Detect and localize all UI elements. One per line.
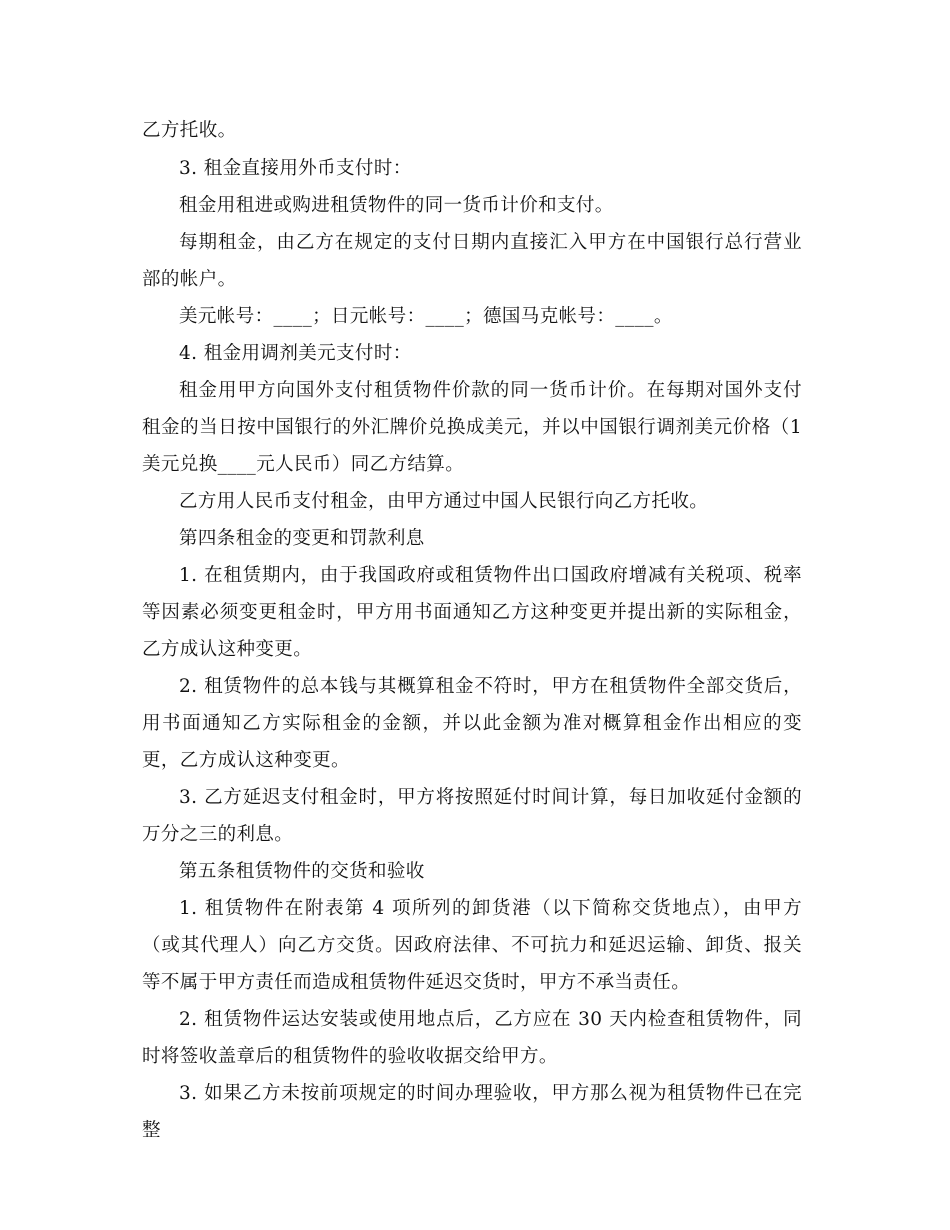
paragraph: 2. 租赁物件运达安装或使用地点后，乙方应在 30 天内检查租赁物件，同时将签收盖章后的租赁物件的验收收据交给甲方。 <box>142 1009 802 1067</box>
paragraph: 3. 乙方延迟支付租金时，甲方将按照延付时间计算，每日加收延付金额的万分之三的利息。 <box>142 787 802 845</box>
clause-4-heading: 4. 租金用调剂美元支付时： <box>179 343 412 364</box>
paragraph: 租金用甲方向国外支付租赁物件价款的同一货币计价。在每期对国外支付租金的当日按中国银行的外汇牌价兑换成美元，并以中国银行调剂美元价格（1 美元兑换____元人民币）同乙方结算。 <box>142 380 802 475</box>
paragraph: 乙方用人民币支付租金，由甲方通过中国人民银行向乙方托收。 <box>179 491 709 512</box>
paragraph: 1. 在租赁期内，由于我国政府或租赁物件出口国政府增减有关税项、税率等因素必须变更租金时，甲方用书面通知乙方这种变更并提出新的实际租金，乙方成认这种变更。 <box>142 565 802 660</box>
article-4-heading: 第四条租金的变更和罚款利息 <box>179 528 425 549</box>
clause-3-heading: 3. 租金直接用外币支付时： <box>179 158 412 179</box>
account-numbers-line: 美元帐号：____；日元帐号：____；德国马克帐号：____。 <box>179 306 673 327</box>
paragraph: 2. 租赁物件的总本钱与其概算租金不符时，甲方在租赁物件全部交货后，用书面通知乙方实际租金的金额，并以此金额为准对概算租金作出相应的变更，乙方成认这种变更。 <box>142 676 802 771</box>
paragraph: 1. 租赁物件在附表第 4 项所列的卸货港（以下简称交货地点），由甲方（或其代理人）向乙方交货。因政府法律、不可抗力和延迟运输、卸货、报关等不属于甲方责任而造成租赁物件延迟交货时，甲方不承当责任。 <box>142 898 802 993</box>
article-5-heading: 第五条租赁物件的交货和验收 <box>179 861 425 882</box>
paragraph: 租金用租进或购进租赁物件的同一货币计价和支付。 <box>179 195 614 216</box>
paragraph-continuation: 乙方托收。 <box>142 120 237 141</box>
paragraph: 每期租金，由乙方在规定的支付日期内直接汇入甲方在中国银行总行营业部的帐户。 <box>142 232 802 290</box>
paragraph: 3. 如果乙方未按前项规定的时间办理验收，甲方那么视为租赁物件已在完整 <box>142 1083 802 1141</box>
